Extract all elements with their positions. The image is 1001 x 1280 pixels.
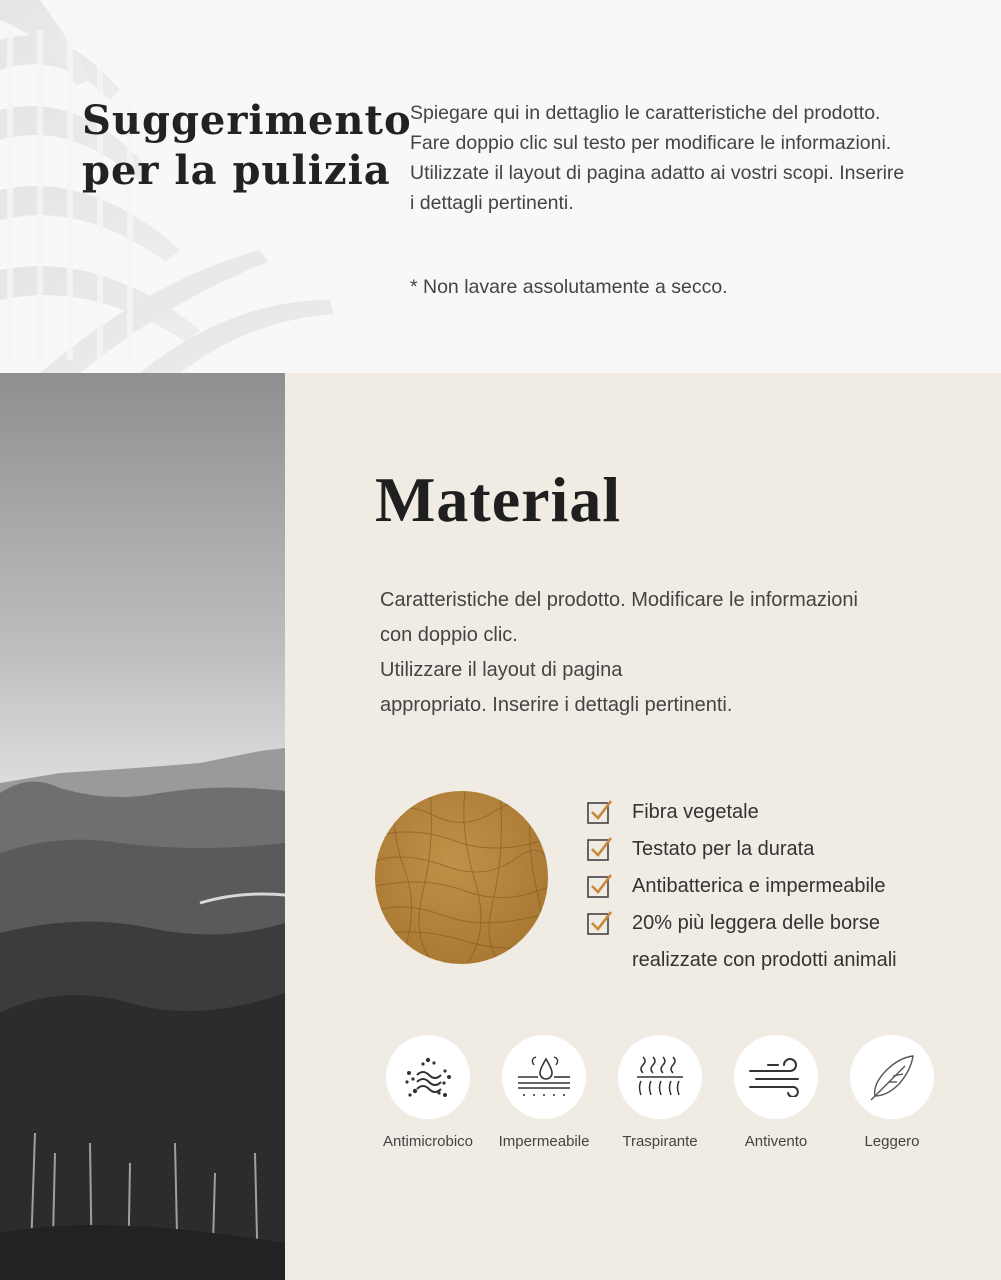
- waterproof-icon: [516, 1055, 572, 1099]
- material-description-line: con doppio clic.: [380, 624, 518, 646]
- property-windproof: [718, 1035, 834, 1150]
- icon-circle: [734, 1035, 818, 1119]
- property-label: Traspirante: [622, 1133, 698, 1150]
- material-title: Material: [375, 464, 622, 535]
- property-lightweight: [834, 1035, 950, 1150]
- feature-label: Fibra vegetale: [632, 801, 759, 823]
- feature-label: Testato per la durata: [632, 838, 815, 860]
- cleaning-title-line1: Suggerimento: [82, 97, 412, 144]
- breathable-icon: [635, 1055, 685, 1099]
- material-description-line: Caratteristiche del prodotto. Modificare le informazioni: [380, 589, 858, 611]
- feature-label-continuation: realizzate con prodotti animali: [632, 949, 897, 971]
- feature-label: 20% più leggera delle borse: [632, 912, 880, 934]
- icon-circle: [850, 1035, 934, 1119]
- leather-swatch-image: [375, 791, 548, 964]
- property-label: Antivento: [744, 1133, 808, 1150]
- cleaning-title-line2: per la pulizia: [82, 147, 391, 194]
- checkbox-checked-icon: [587, 836, 613, 862]
- forest-landscape-image: [0, 373, 285, 1280]
- feature-list: [585, 793, 985, 971]
- material-description-line: Utilizzare il layout di pagina: [380, 659, 623, 681]
- feature-item: [585, 867, 985, 904]
- property-antimicrobial: [370, 1035, 486, 1150]
- cleaning-note: * Non lavare assolutamente a secco.: [410, 276, 728, 298]
- property-breathable: [602, 1035, 718, 1150]
- checkbox-checked-icon: [587, 873, 613, 899]
- feature-label: Antibatterica e impermeabile: [632, 875, 886, 897]
- checkbox-checked-icon: [587, 799, 613, 825]
- cleaning-description: Spiegare qui in dettaglio le caratteristiche del prodotto. Fare doppio clic sul testo per modificare le informazioni. Utilizzate il layout di pagina adatto ai vostri scopi. Inserire i dettagli pertinenti.: [410, 102, 905, 214]
- material-description-line: appropriato. Inserire i dettagli pertinenti.: [380, 694, 733, 716]
- cleaning-title: [82, 96, 412, 196]
- material-description: [380, 583, 920, 723]
- icon-circle: [386, 1035, 470, 1119]
- property-waterproof: [486, 1035, 602, 1150]
- material-section: [285, 373, 1001, 1280]
- property-icons: [370, 1035, 970, 1155]
- icon-circle: [618, 1035, 702, 1119]
- property-label: Leggero: [864, 1133, 920, 1150]
- feature-item: [585, 793, 985, 830]
- feature-item: [585, 904, 985, 971]
- antimicrobial-icon: [403, 1055, 453, 1099]
- feather-icon: [867, 1052, 917, 1102]
- cleaning-section: [0, 0, 1001, 373]
- feature-item: [585, 830, 985, 867]
- icon-circle: [502, 1035, 586, 1119]
- property-label: Antimicrobico: [382, 1133, 474, 1150]
- checkbox-checked-icon: [587, 910, 613, 936]
- windproof-icon: [748, 1057, 804, 1097]
- property-label: Impermeabile: [498, 1133, 590, 1150]
